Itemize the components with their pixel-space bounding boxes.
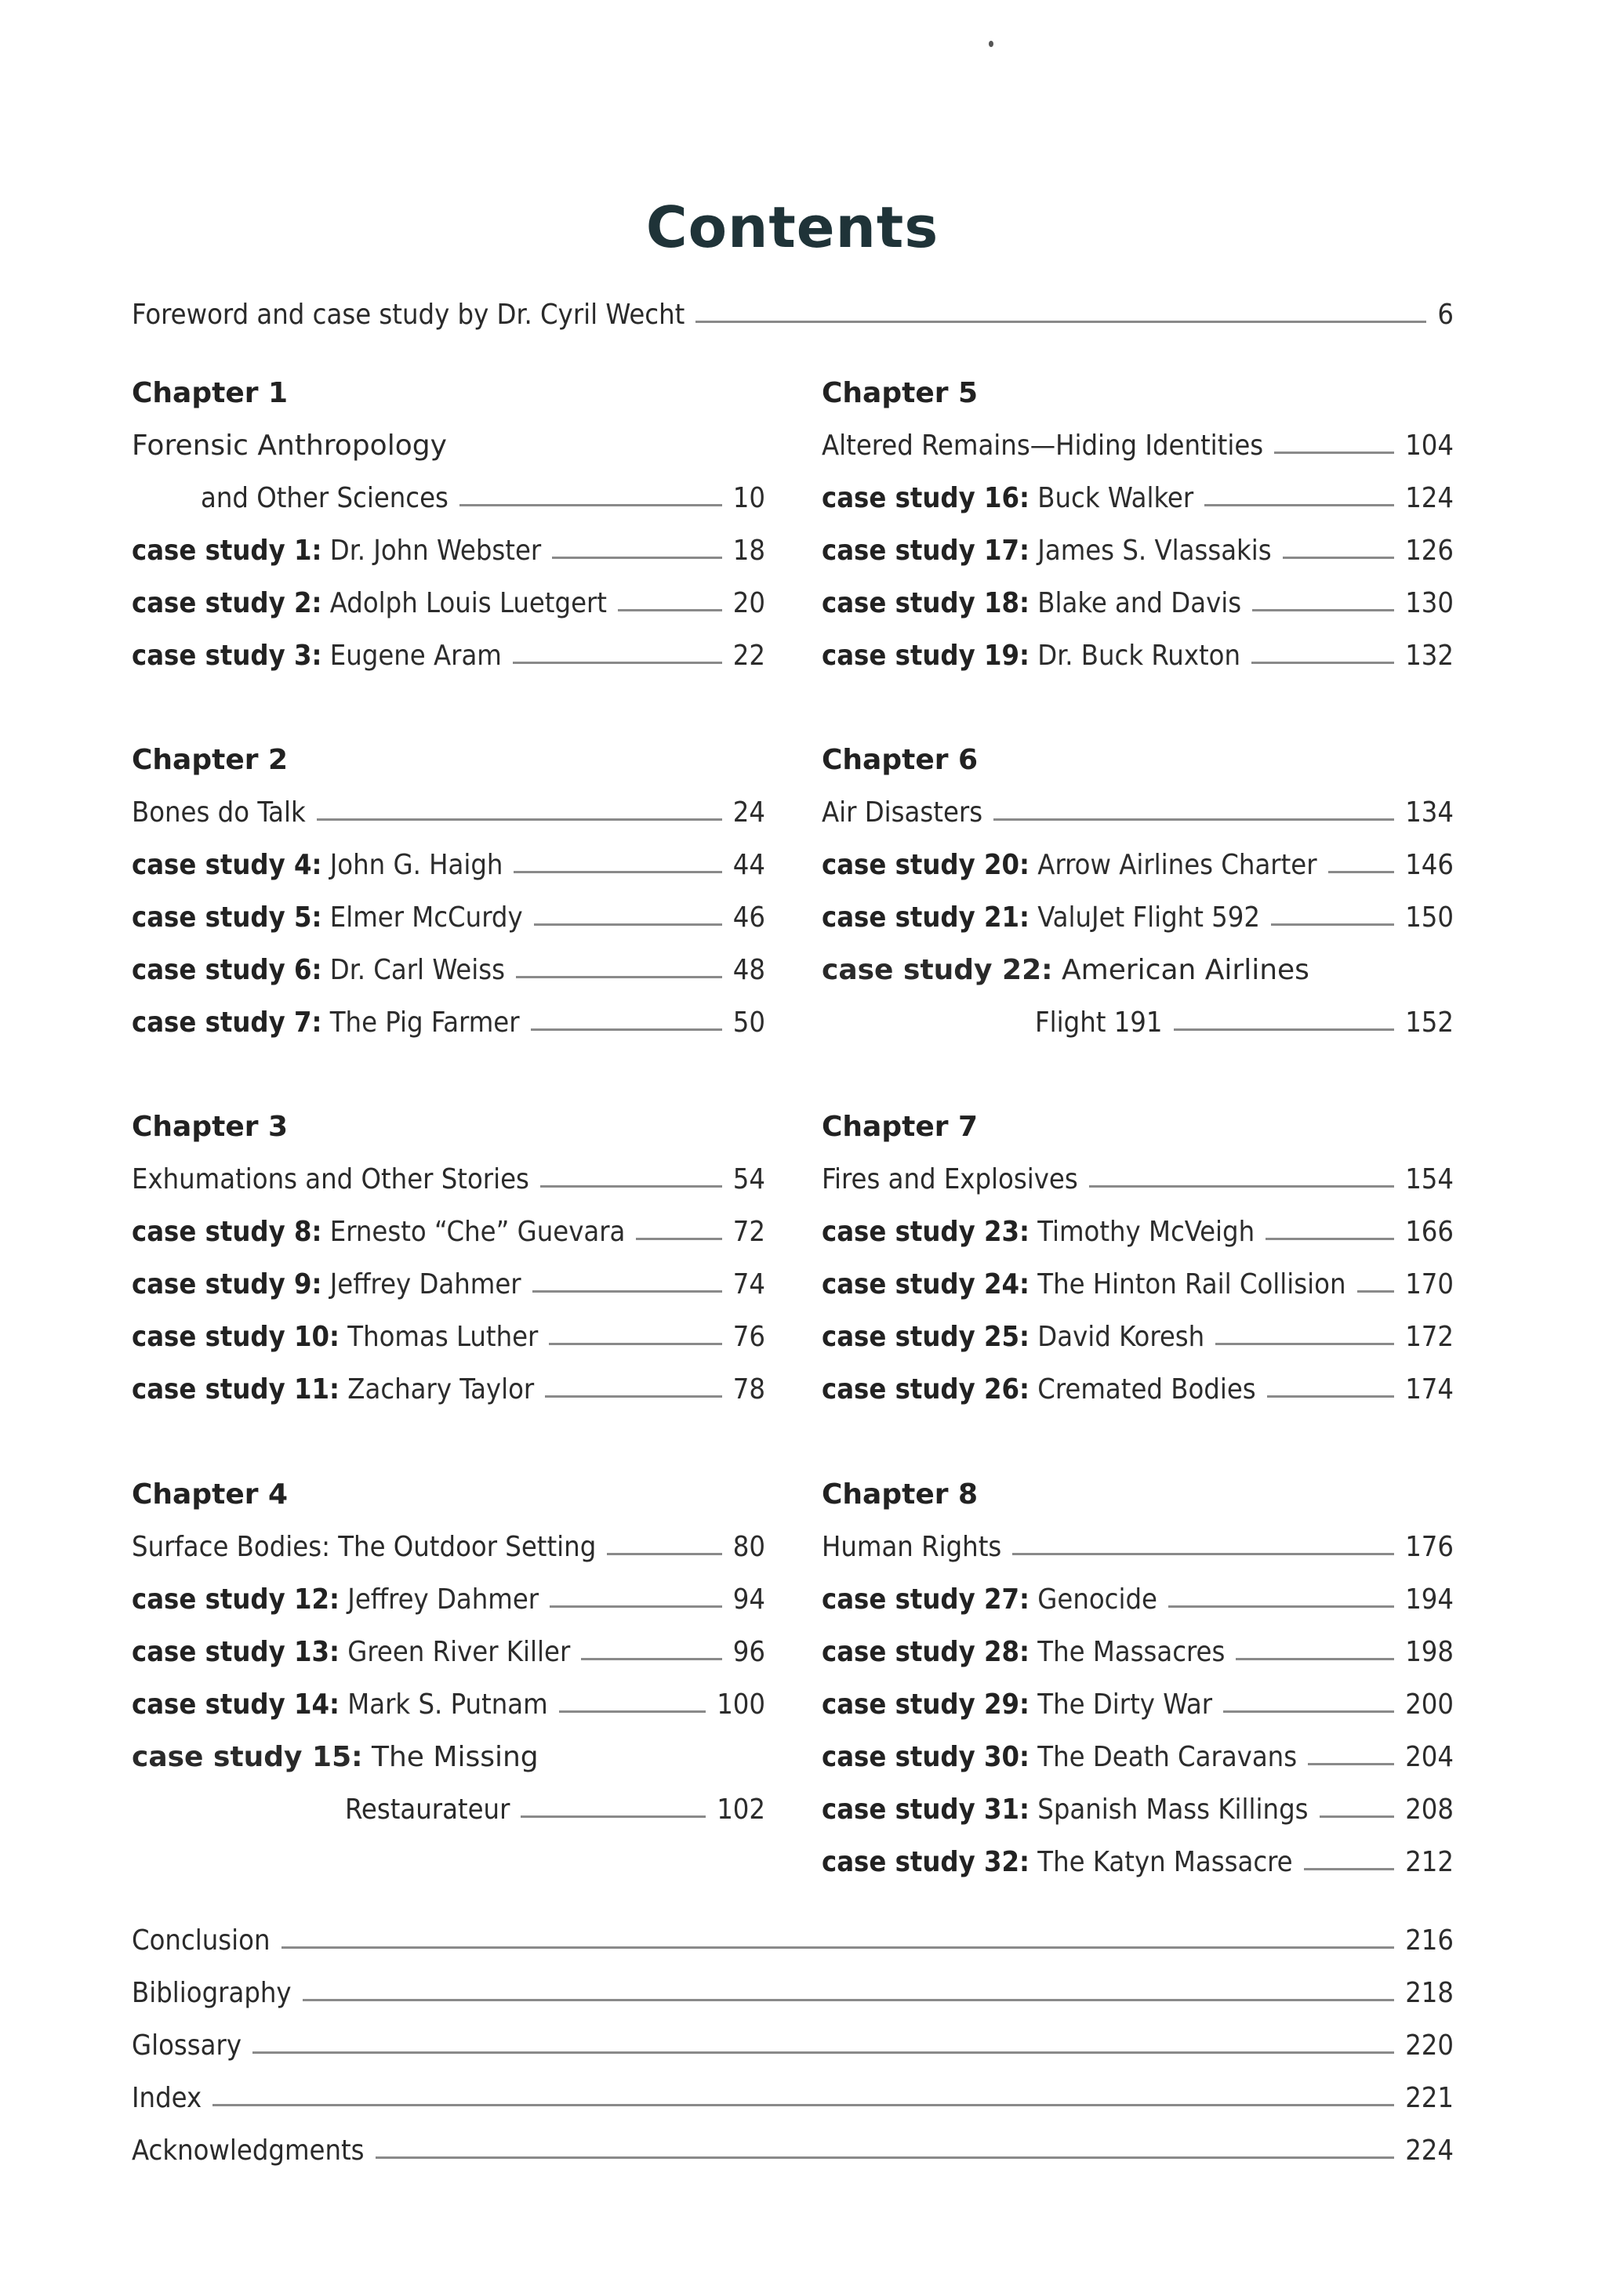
page-number: 216 [1405,1924,1454,1957]
page-number: 24 [732,796,765,829]
case-study-prefix: case study 17: [822,535,1030,567]
chapter-title: Altered Remains—Hiding Identities [822,430,1264,462]
chapter-title-line1[interactable]: Forensic Anthropology [132,430,447,462]
case-study-title: Jeffrey Dahmer [329,1268,521,1300]
chapter-heading: Chapter 5 [822,377,979,409]
toc-entry-chapter-2[interactable] [132,786,765,839]
page-number: 10 [732,482,765,514]
toc-entry-glossary[interactable] [132,2019,1454,2072]
leader-line [618,609,722,611]
case-study-prefix: case study 20: [822,849,1030,881]
case-study-prefix: case study 32: [822,1846,1030,1878]
entry-label: Index [132,2082,202,2114]
toc-entry-case-study[interactable] [822,1311,1454,1363]
toc-entry-index[interactable] [132,2072,1454,2124]
case-study-prefix: case study 24: [822,1268,1030,1300]
page-number: 54 [732,1163,765,1195]
toc-entry-case-study[interactable] [822,1206,1454,1258]
case-study-prefix: case study 30: [822,1741,1030,1773]
case-study-prefix: case study 21: [822,901,1030,934]
leader-line [1328,871,1395,873]
case-study-title: Jeffrey Dahmer [347,1583,539,1616]
case-study-title-line2: Restaurateur [345,1794,510,1826]
case-study-prefix: case study 15: [132,1741,363,1773]
case-study-prefix: case study 12: [132,1583,340,1616]
case-study-title: Blake and Davis [1037,587,1242,619]
leader-line [545,1395,722,1398]
toc-entry-case-study[interactable] [822,524,1454,577]
case-study-prefix: case study 11: [132,1373,340,1406]
case-study-title: Elmer McCurdy [329,901,523,934]
toc-entry-case-study[interactable] [822,629,1454,682]
chapter-title-line2: and Other Sciences [201,482,448,514]
case-study-title: The Death Caravans [1037,1741,1298,1773]
page-title: Contents [645,194,939,261]
chapter-heading: Chapter 3 [132,1111,289,1143]
page-number: 212 [1405,1846,1454,1878]
leader-line [1267,1395,1395,1398]
page-number: 221 [1405,2082,1454,2114]
case-study-prefix: case study 2: [132,587,322,619]
chapter-title: Exhumations and Other Stories [132,1163,529,1195]
toc-entry-chapter-8[interactable] [822,1521,1454,1573]
chapter-heading: Chapter 2 [132,744,289,776]
case-study-prefix: case study 16: [822,482,1030,514]
toc-entry-case-study[interactable] [132,944,765,996]
page-number: 218 [1405,1977,1454,2009]
leader-line [1204,504,1394,506]
case-study-prefix: case study 28: [822,1636,1030,1668]
page-number: 220 [1405,2029,1454,2062]
case-study-prefix: case study 3: [132,640,322,672]
leader-line [1223,1710,1394,1713]
entry-label: Bibliography [132,1977,292,2009]
toc-entry-case-study-line1[interactable] [132,1731,765,1783]
page-number: 172 [1405,1321,1454,1353]
case-study-title: Mark S. Putnam [347,1688,548,1721]
toc-entry-case-study[interactable] [822,1573,1454,1626]
case-study-title: The Katyn Massacre [1037,1846,1293,1878]
page-number: 194 [1405,1583,1454,1616]
page-number: 74 [732,1268,765,1300]
page-number: 72 [732,1216,765,1248]
leader-line [534,923,722,926]
case-study-title: Spanish Mass Killings [1037,1794,1309,1826]
leader-line [459,504,722,506]
case-study-title: David Koresh [1037,1321,1205,1353]
page-number: 198 [1405,1636,1454,1668]
leader-line [1266,1238,1394,1240]
leader-line [581,1658,722,1660]
page-number: 132 [1405,640,1454,672]
leader-line [531,1028,722,1031]
page-number: 18 [732,535,765,567]
entry-label: Foreword and case study by Dr. Cyril Wecht [132,299,685,331]
page-number: 22 [732,640,765,672]
case-study-title-line2: Flight 191 [1035,1007,1163,1039]
toc-entry-case-study[interactable] [822,1783,1454,1836]
toc-entry-chapter-1[interactable] [132,472,765,524]
case-study-title: Dr. Carl Weiss [329,954,505,986]
toc-entry-chapter-6[interactable] [822,786,1454,839]
case-study-title: Dr. John Webster [329,535,542,567]
leader-line [317,818,722,821]
chapter-title: Fires and Explosives [822,1163,1078,1195]
toc-entry-case-study[interactable] [132,1626,765,1678]
leader-line [1271,923,1394,926]
page-number: 166 [1405,1216,1454,1248]
leader-line [1304,1868,1395,1870]
toc-entry-case-study[interactable] [132,1783,765,1836]
page-number: 102 [717,1794,765,1826]
page-number: 150 [1405,901,1454,934]
page-number: 48 [732,954,765,986]
case-study-title: The Pig Farmer [329,1007,520,1039]
chapter-title: Bones do Talk [132,796,306,829]
case-study-title: The Hinton Rail Collision [1037,1268,1346,1300]
page-number: 46 [732,901,765,934]
page-number: 170 [1405,1268,1454,1300]
page-number: 50 [732,1007,765,1039]
page-number: 76 [732,1321,765,1353]
case-study-title: Genocide [1037,1583,1157,1616]
leader-line [695,321,1426,323]
leader-line [549,1343,721,1345]
page-number: 6 [1437,299,1454,331]
case-study-prefix: case study 23: [822,1216,1030,1248]
case-study-prefix: case study 25: [822,1321,1030,1353]
leader-line [212,2104,1394,2106]
toc-entry-case-study[interactable] [132,891,765,944]
leader-line [1251,662,1394,664]
leader-line [1215,1343,1394,1345]
page-number: 134 [1405,796,1454,829]
chapter-heading: Chapter 6 [822,744,979,776]
case-study-prefix: case study 7: [132,1007,322,1039]
case-study-prefix: case study 26: [822,1373,1030,1406]
page-number: 204 [1405,1741,1454,1773]
toc-entry-case-study[interactable] [132,524,765,577]
toc-entry-case-study[interactable] [132,1363,765,1416]
toc-entry-case-study[interactable] [822,996,1454,1049]
leader-line [552,557,722,559]
toc-entry-chapter-3[interactable] [132,1153,765,1206]
toc-entry-case-study[interactable] [132,577,765,629]
toc-entry-conclusion[interactable] [132,1914,1454,1967]
chapter-heading: Chapter 8 [822,1478,979,1511]
case-study-prefix: case study 6: [132,954,322,986]
case-study-title: Buck Walker [1037,482,1194,514]
toc-entry-case-study[interactable] [822,839,1454,891]
chapter-heading: Chapter 1 [132,377,289,409]
page-number: 174 [1405,1373,1454,1406]
page-number: 130 [1405,587,1454,619]
toc-entry-case-study[interactable] [822,1626,1454,1678]
leader-line [532,1290,722,1293]
toc-entry-case-study[interactable] [132,1311,765,1363]
case-study-prefix: case study 19: [822,640,1030,672]
toc-entry-chapter-4[interactable] [132,1521,765,1573]
page-number: 208 [1405,1794,1454,1826]
page-number: 176 [1405,1531,1454,1563]
case-study-title: John G. Haigh [329,849,503,881]
leader-line [1236,1658,1394,1660]
page-number: 94 [732,1583,765,1616]
toc-entry-case-study[interactable] [822,1731,1454,1783]
case-study-prefix: case study 14: [132,1688,340,1721]
case-study-prefix: case study 29: [822,1688,1030,1721]
case-study-title: ValuJet Flight 592 [1037,901,1260,934]
page-number: 124 [1405,482,1454,514]
toc-entry-case-study-line1[interactable] [822,944,1454,996]
toc-entry-case-study[interactable] [132,1206,765,1258]
chapter-title: Human Rights [822,1531,1002,1563]
page-number: 80 [732,1531,765,1563]
case-study-prefix: case study 13: [132,1636,340,1668]
leader-line [1274,452,1394,454]
toc-entry-case-study[interactable] [132,629,765,682]
page-number: 20 [732,587,765,619]
chapter-heading: Chapter 7 [822,1111,979,1143]
page-number: 224 [1405,2135,1454,2167]
leader-line [1308,1763,1394,1765]
case-study-title: Eugene Aram [329,640,502,672]
toc-entry-case-study[interactable] [132,1258,765,1311]
leader-line [303,1999,1395,2001]
case-study-prefix: case study 5: [132,901,322,934]
page-number: 200 [1405,1688,1454,1721]
toc-entry-case-study[interactable] [132,1678,765,1731]
toc-entry-case-study[interactable] [822,1258,1454,1311]
case-study-prefix: case study 4: [132,849,322,881]
toc-entry-chapter-7[interactable] [822,1153,1454,1206]
case-study-title: The Dirty War [1037,1688,1213,1721]
leader-line [1252,609,1394,611]
case-study-title: Adolph Louis Luetgert [329,587,607,619]
scan-speck [989,41,993,47]
case-study-prefix: case study 27: [822,1583,1030,1616]
page-number: 96 [732,1636,765,1668]
case-study-title: Thomas Luther [347,1321,539,1353]
toc-entry-case-study[interactable] [822,1363,1454,1416]
leader-line [607,1553,722,1555]
page-number: 104 [1405,430,1454,462]
leader-line [1283,557,1395,559]
case-study-prefix: case study 31: [822,1794,1030,1826]
leader-line [559,1710,706,1713]
toc-entry-bibliography[interactable] [132,1967,1454,2019]
leader-line [636,1238,721,1240]
toc-entry-case-study[interactable] [822,577,1454,629]
case-study-title: Ernesto “Che” Guevara [329,1216,626,1248]
case-study-title: The Massacres [1037,1636,1226,1668]
leader-line [513,662,722,664]
case-study-title: American Airlines [1062,954,1309,986]
toc-entry-acknowledgments[interactable] [132,2124,1454,2177]
leader-line [514,871,721,873]
leader-line [993,818,1394,821]
entry-label: Glossary [132,2029,241,2062]
chapter-title: Air Disasters [822,796,983,829]
case-study-title: Dr. Buck Ruxton [1037,640,1241,672]
toc-entry-case-study[interactable] [132,996,765,1049]
chapter-heading: Chapter 4 [132,1478,289,1511]
toc-entry-chapter-5[interactable] [822,419,1454,472]
toc-entry-foreword[interactable] [132,288,1454,341]
toc-entry-case-study[interactable] [132,1573,765,1626]
leader-line [281,1946,1395,1949]
case-study-prefix: case study 18: [822,587,1030,619]
case-study-title: Timothy McVeigh [1037,1216,1255,1248]
leader-line [1357,1290,1395,1293]
case-study-prefix: case study 1: [132,535,322,567]
case-study-title: Arrow Airlines Charter [1037,849,1317,881]
case-study-title: Green River Killer [347,1636,571,1668]
leader-line [521,1815,706,1818]
toc-entry-case-study[interactable] [822,472,1454,524]
page-number: 44 [732,849,765,881]
case-study-prefix: case study 8: [132,1216,322,1248]
page-number: 154 [1405,1163,1454,1195]
toc-entry-case-study[interactable] [132,839,765,891]
leader-line [252,2051,1394,2054]
case-study-prefix: case study 22: [822,954,1053,986]
leader-line [1012,1553,1394,1555]
case-study-prefix: case study 10: [132,1321,340,1353]
page-number: 100 [717,1688,765,1721]
page-number: 78 [732,1373,765,1406]
toc-entry-case-study[interactable] [822,1836,1454,1888]
leader-line [1168,1605,1394,1608]
leader-line [1320,1815,1395,1818]
page-number: 146 [1405,849,1454,881]
case-study-title: Zachary Taylor [347,1373,535,1406]
toc-entry-case-study[interactable] [822,1678,1454,1731]
toc-entry-case-study[interactable] [822,891,1454,944]
case-study-title: James S. Vlassakis [1037,535,1272,567]
page-number: 126 [1405,535,1454,567]
leader-line [1089,1185,1394,1188]
case-study-title: Cremated Bodies [1037,1373,1256,1406]
leader-line [550,1605,722,1608]
leader-line [516,976,722,978]
chapter-title: Surface Bodies: The Outdoor Setting [132,1531,597,1563]
leader-line [540,1185,722,1188]
entry-label: Conclusion [132,1924,271,1957]
leader-line [1174,1028,1395,1031]
entry-label: Acknowledgments [132,2135,365,2167]
case-study-prefix: case study 9: [132,1268,322,1300]
case-study-title: The Missing [372,1741,539,1773]
leader-line [376,2156,1395,2159]
page-number: 152 [1405,1007,1454,1039]
